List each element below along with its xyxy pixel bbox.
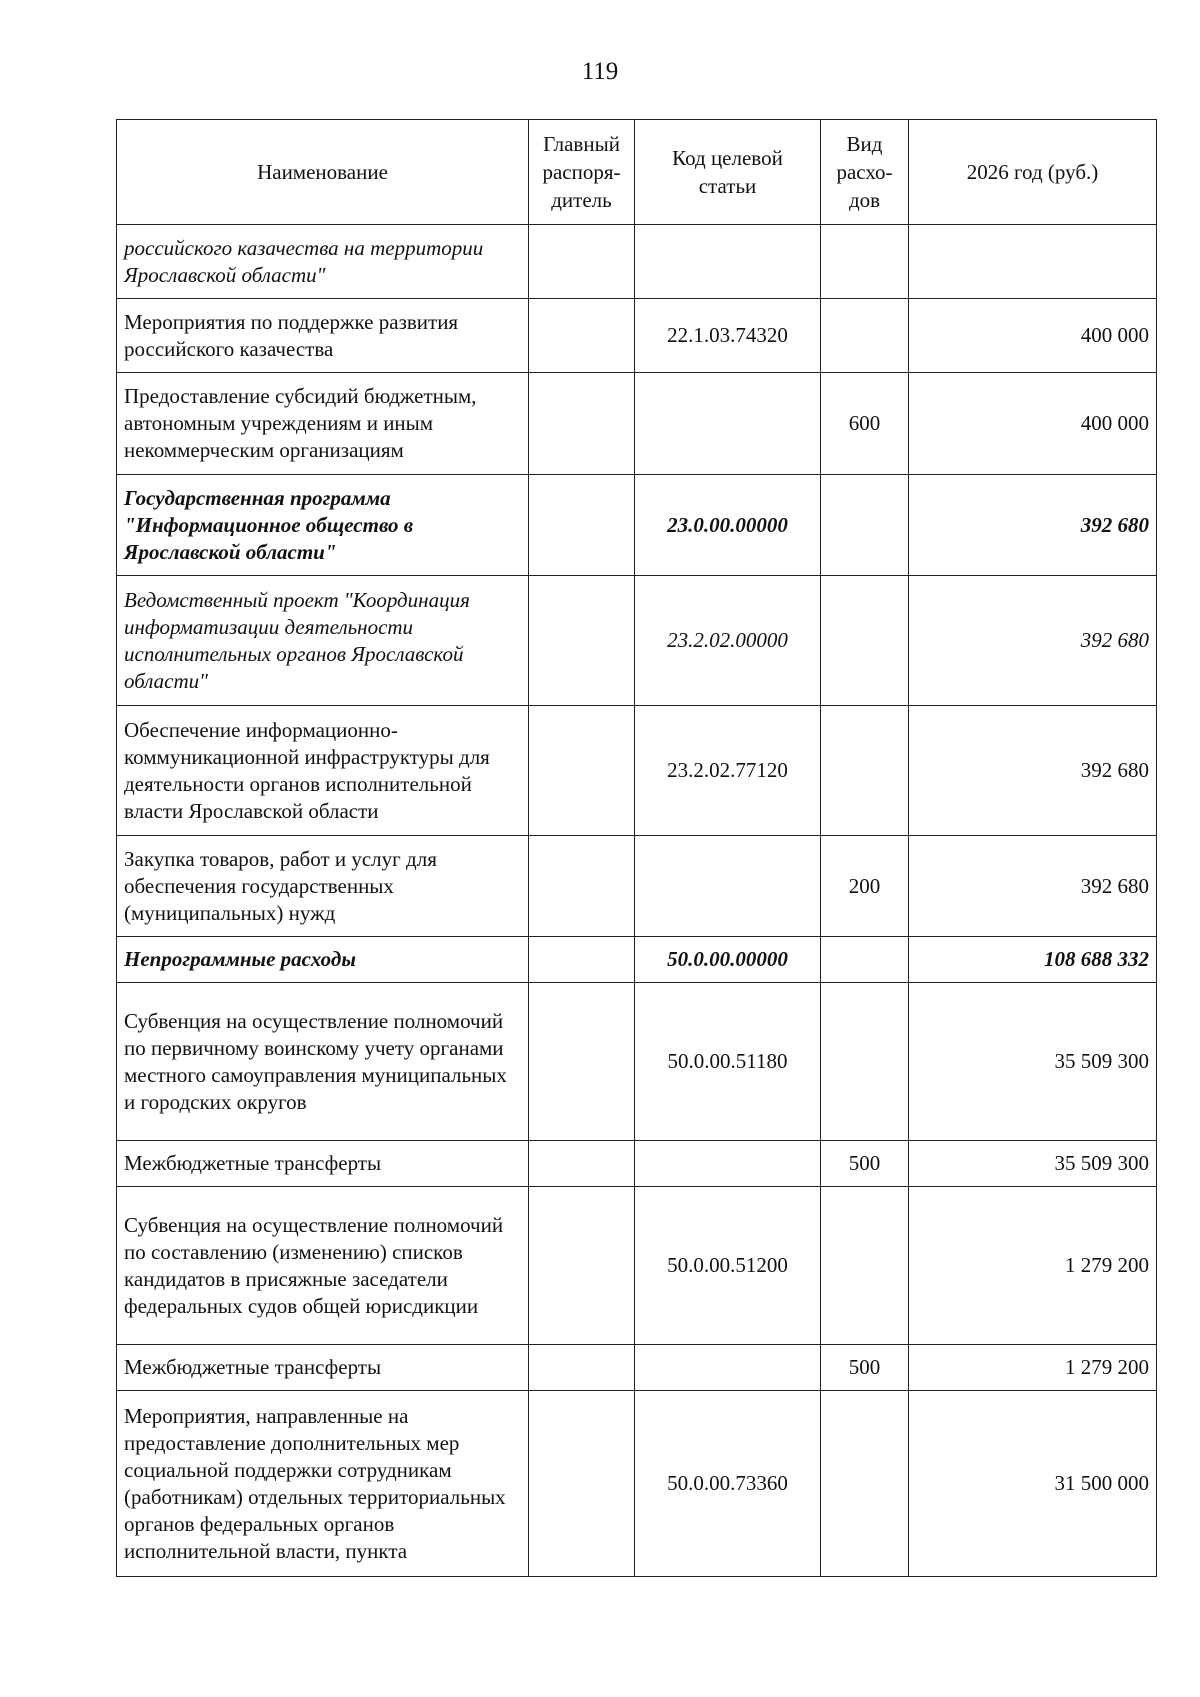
row-manager [529, 1187, 635, 1345]
row-name: Мероприятия по поддержке развития российского казачества [117, 299, 529, 373]
row-amount: 392 680 [909, 836, 1157, 937]
row-amount: 1 279 200 [909, 1345, 1157, 1391]
row-amount: 400 000 [909, 373, 1157, 475]
row-manager [529, 576, 635, 706]
row-name: российского казачества на территории Ярославской области" [117, 225, 529, 299]
page-number: 119 [581, 58, 619, 85]
row-code: 23.0.00.00000 [635, 475, 821, 576]
row-amount: 392 680 [909, 576, 1157, 706]
row-type [821, 983, 909, 1141]
table-row [117, 576, 1157, 706]
row-name: Межбюджетные трансферты [117, 1345, 529, 1391]
header-row [117, 120, 1157, 225]
row-type [821, 299, 909, 373]
row-amount: 392 680 [909, 706, 1157, 836]
row-code: 50.0.00.51180 [635, 983, 821, 1141]
table-row [117, 299, 1157, 373]
row-manager [529, 983, 635, 1141]
budget-table [116, 119, 1157, 1577]
row-amount: 35 509 300 [909, 1141, 1157, 1187]
header-code: Код целевой статьи [635, 120, 821, 225]
row-amount: 31 500 000 [909, 1391, 1157, 1577]
table-row [117, 1187, 1157, 1345]
row-manager [529, 299, 635, 373]
row-manager [529, 475, 635, 576]
row-name: Ведомственный проект "Координация информатизации деятельности исполнительных органов Ярославской области" [117, 576, 529, 706]
row-name: Государственная программа "Информационное общество в Ярославской области" [117, 475, 529, 576]
row-code: 50.0.00.00000 [635, 937, 821, 983]
table-row [117, 475, 1157, 576]
row-code: 23.2.02.77120 [635, 706, 821, 836]
header-name: Наименование [117, 120, 529, 225]
row-type: 200 [821, 836, 909, 937]
row-manager [529, 937, 635, 983]
row-type [821, 937, 909, 983]
row-code: 22.1.03.74320 [635, 299, 821, 373]
row-type [821, 475, 909, 576]
table-row [117, 706, 1157, 836]
row-type [821, 1391, 909, 1577]
row-manager [529, 1391, 635, 1577]
row-code [635, 836, 821, 937]
row-name: Закупка товаров, работ и услуг для обеспечения государственных (муниципальных) нужд [117, 836, 529, 937]
table-row [117, 1141, 1157, 1187]
table-row [117, 836, 1157, 937]
row-amount: 400 000 [909, 299, 1157, 373]
row-manager [529, 225, 635, 299]
row-name: Межбюджетные трансферты [117, 1141, 529, 1187]
row-manager [529, 1141, 635, 1187]
row-code [635, 1345, 821, 1391]
row-amount: 35 509 300 [909, 983, 1157, 1141]
row-code [635, 373, 821, 475]
row-name: Субвенция на осуществление полномочий по первичному воинскому учету органами местного самоуправления муниципальных и городских округов [117, 983, 529, 1141]
table-row [117, 983, 1157, 1141]
row-type [821, 576, 909, 706]
row-manager [529, 373, 635, 475]
table-row [117, 1345, 1157, 1391]
row-type: 600 [821, 373, 909, 475]
row-code [635, 225, 821, 299]
header-amount: 2026 год (руб.) [909, 120, 1157, 225]
row-name: Предоставление субсидий бюджетным, автономным учреждениям и иным некоммерческим организациям [117, 373, 529, 475]
row-type [821, 225, 909, 299]
header-manager: Главный распоря-дитель [529, 120, 635, 225]
row-name: Обеспечение информационно-коммуникационной инфраструктуры для деятельности органов исполнительной власти Ярославской области [117, 706, 529, 836]
row-manager [529, 836, 635, 937]
table-row [117, 373, 1157, 475]
row-amount: 108 688 332 [909, 937, 1157, 983]
row-code [635, 1141, 821, 1187]
table-row [117, 1391, 1157, 1577]
header-type: Вид расхо-дов [821, 120, 909, 225]
row-type: 500 [821, 1345, 909, 1391]
table-row [117, 937, 1157, 983]
row-code: 50.0.00.51200 [635, 1187, 821, 1345]
row-amount: 1 279 200 [909, 1187, 1157, 1345]
row-type [821, 1187, 909, 1345]
row-type [821, 706, 909, 836]
row-manager [529, 706, 635, 836]
row-code: 23.2.02.00000 [635, 576, 821, 706]
row-amount [909, 225, 1157, 299]
row-name: Мероприятия, направленные на предоставление дополнительных мер социальной поддержки сотрудникам (работникам) отдельных территориальных органов федеральных органов исполнительной власти, пункта [117, 1391, 529, 1577]
row-manager [529, 1345, 635, 1391]
row-code: 50.0.00.73360 [635, 1391, 821, 1577]
row-name: Субвенция на осуществление полномочий по составлению (изменению) списков кандидатов в присяжные заседатели федеральных судов общей юрисдикции [117, 1187, 529, 1345]
row-type: 500 [821, 1141, 909, 1187]
row-amount: 392 680 [909, 475, 1157, 576]
row-name: Непрограммные расходы [117, 937, 529, 983]
table-row [117, 225, 1157, 299]
